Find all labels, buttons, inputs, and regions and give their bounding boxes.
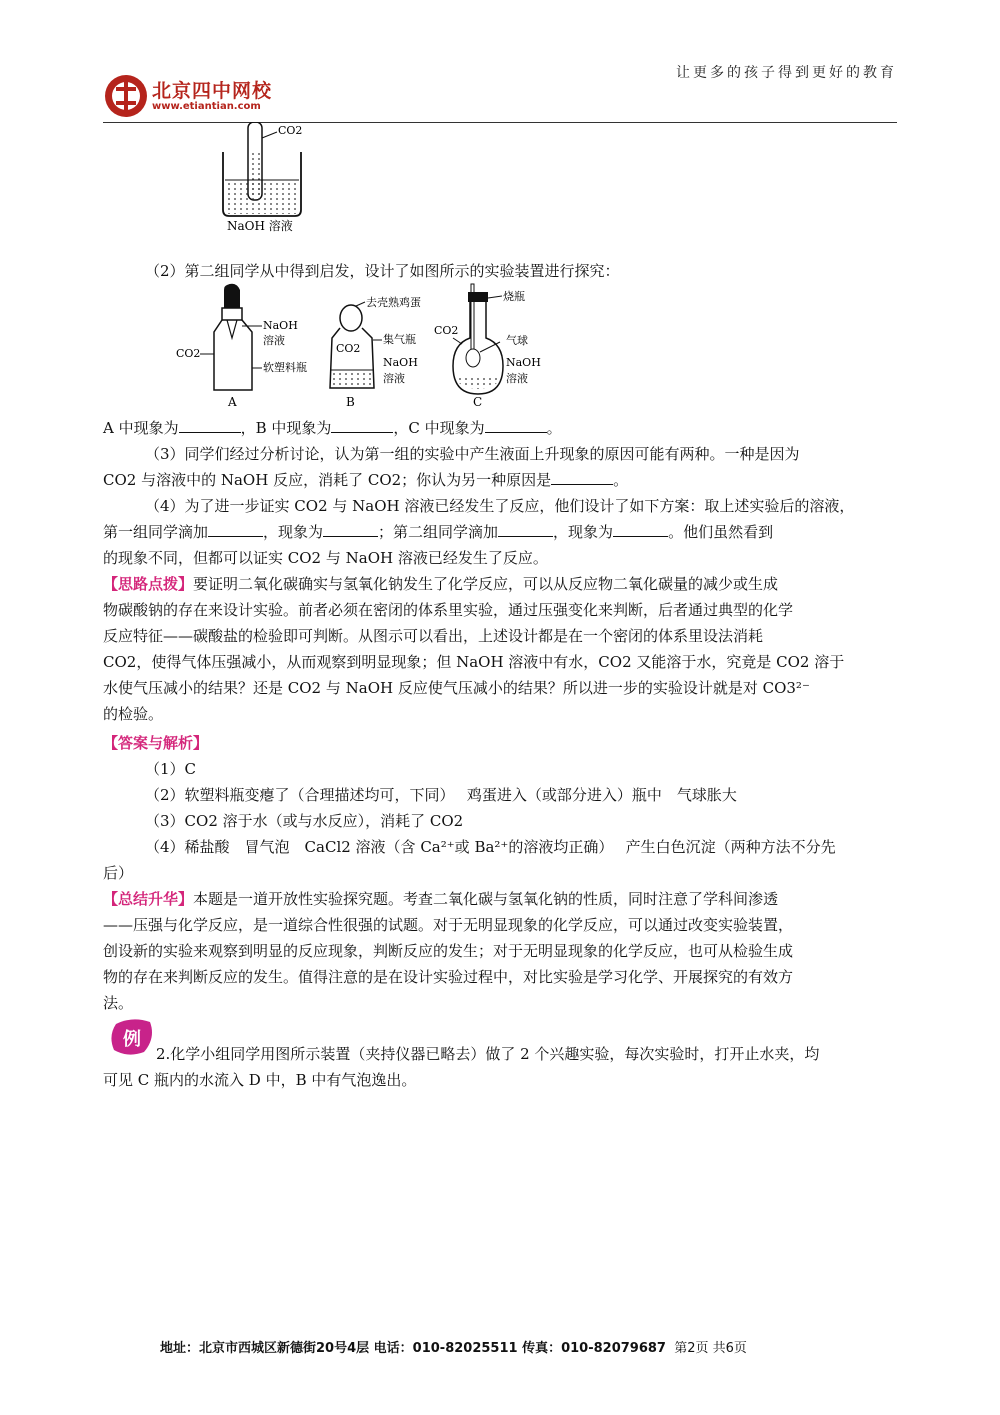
answer-line-4: （4）稀盐酸 冒气泡 CaCl2 溶液（含 Ca²⁺或 Ba²⁺的溶液均正确） 产生白色沉淀（两种方法不分先	[145, 838, 836, 856]
answer-line-1: （1）C	[145, 760, 197, 778]
blank-q4-4[interactable]	[613, 519, 668, 537]
hint-line-6: 的检验。	[103, 705, 164, 723]
hint-line-1	[103, 571, 898, 597]
q4-line3: 的现象不同，但都可以证实 CO2 与 NaOH 溶液已经发生了反应。	[103, 549, 548, 567]
fig2-b-jar: 集气瓶	[383, 333, 416, 346]
q4-line2	[103, 519, 898, 545]
q2-end: 。	[546, 419, 562, 437]
fig2-b-egg: 去壳熟鸡蛋	[366, 296, 421, 309]
q4-l2e: 。他们虽然看到	[668, 523, 774, 541]
q4-line1: （4）为了进一步证实 CO2 与 NaOH 溶液已经发生了反应，他们设计了如下方案：取上述实验后的溶液，	[145, 497, 855, 515]
example-line-2: 可见 C 瓶内的水流入 D 中，B 中有气泡逸出。	[103, 1071, 417, 1089]
fig1-gas-label: CO2	[278, 124, 303, 137]
header-slogan: 让更多的孩子得到更好的教育	[676, 65, 897, 81]
fig2-c-balloon: 气球	[506, 334, 528, 347]
hint-line-3: 反应特征——碳酸盐的检验即可判断。从图示可以看出，上述设计都是在一个密闭的体系里设法消耗	[103, 627, 764, 645]
blank-b[interactable]	[331, 415, 393, 433]
fig2-b-co2: CO2	[336, 342, 361, 355]
q4-l2c: ；第二组同学滴加	[378, 523, 499, 541]
fig2-c-flask: 烧瓶	[503, 290, 525, 303]
answer-line-3: （3）CO2 溶于水（或与水反应），消耗了 CO2	[145, 812, 464, 830]
fig2-c-solution: 溶液	[506, 372, 528, 385]
fig2-c-caption: C	[473, 395, 483, 409]
fig2-a-solution: 溶液	[263, 334, 285, 347]
q2-c-label: ，C 中现象为	[393, 419, 485, 437]
q3-end: 。	[613, 471, 629, 489]
logo-url: www.etiantian.com	[152, 101, 261, 112]
answer-heading	[103, 730, 898, 756]
logo-name: 北京四中网校	[152, 80, 273, 102]
q4-l2a: 第一组同学滴加	[103, 523, 209, 541]
blank-q4-1[interactable]	[208, 519, 263, 537]
example-line-1: 2.化学小组同学用图所示装置（夹持仪器已略去）做了 2 个兴趣实验，每次实验时，打开止水夹，均	[156, 1045, 820, 1063]
fig1-solution-label: NaOH 溶液	[227, 219, 293, 233]
hint-line-4: CO2，使得气体压强减小，从而观察到明显现象；但 NaOH 溶液中有水，CO2 又能溶于水，究竟是 CO2 溶于	[103, 653, 845, 671]
figure-beaker-co2	[215, 122, 325, 234]
answer-line-2: （2）软塑料瓶变瘪了（合理描述均可，下同） 鸡蛋进入（或部分进入）瓶中 气球胀大	[145, 786, 737, 804]
summary-line-2: ——压强与化学反应，是一道综合性很强的试题。对于无明显现象的化学反应，可以通过改变实验装置，	[103, 916, 794, 934]
fig2-c-co2: CO2	[434, 324, 459, 337]
summary-line-1	[103, 886, 898, 912]
blank-c[interactable]	[485, 415, 547, 433]
hint-tag: 【思路点拨】	[103, 575, 194, 593]
summary-tag: 【总结升华】	[103, 890, 194, 908]
summary-line-4: 物的存在来判断反应的发生。值得注意的是在设计实验过程中，对比实验是学习化学、开展探究的有效方	[103, 968, 794, 986]
blank-q3[interactable]	[551, 467, 613, 485]
q3-line2-text: CO2 与溶液中的 NaOH 反应，消耗了 CO2；你认为另一种原因是	[103, 471, 552, 489]
hint-line-5: 水使气压减小的结果？还是 CO2 与 NaOH 反应使气压减小的结果？所以进一步的实验设计就是对 CO3²⁻	[103, 679, 810, 697]
q4-l2d: ，现象为	[553, 523, 614, 541]
summary-line-5: 法。	[103, 994, 134, 1012]
blank-q4-3[interactable]	[498, 519, 553, 537]
q4-l2b: ，现象为	[263, 523, 324, 541]
hint-text-1: 要证明二氧化碳确实与氢氧化钠发生了化学反应，可以从反应物二氧化碳量的减少或生成	[193, 575, 779, 593]
fig2-b-naoh: NaOH	[383, 356, 418, 369]
fig2-b-caption: B	[346, 395, 355, 409]
hint-line-2: 物碳酸钠的存在来设计实验。前者必须在密闭的体系里实验，通过压强变化来判断，后者通过典型的化学	[103, 601, 794, 619]
answer-tag: 【答案与解析】	[103, 734, 209, 752]
fig2-a-naoh: NaOH	[263, 319, 298, 332]
example-badge-text: 例	[123, 1029, 141, 1050]
footer-page: 第2页 共6页	[674, 1341, 747, 1356]
fig2-a-caption: A	[228, 395, 237, 409]
fig2-a-bottle: 软塑料瓶	[263, 361, 307, 374]
q2-answer-line	[103, 415, 898, 441]
blank-q4-2[interactable]	[323, 519, 378, 537]
q3-line1: （3）同学们经过分析讨论，认为第一组的实验中产生液面上升现象的原因可能有两种。一种是因为	[145, 445, 800, 463]
answer-tail: 后）	[103, 864, 134, 882]
q2-intro: （2）第二组同学从中得到启发，设计了如图所示的实验装置进行探究：	[145, 262, 620, 280]
blank-a[interactable]	[179, 415, 241, 433]
q2-b-label: ，B 中现象为	[240, 419, 332, 437]
fig2-c-naoh: NaOH	[506, 356, 541, 369]
fig2-a-co2: CO2	[176, 347, 201, 360]
summary-text-1: 本题是一道开放性实验探究题。考查二氧化碳与氢氧化钠的性质，同时注意了学科间渗透	[193, 890, 779, 908]
q2-a-label: A 中现象为	[103, 419, 179, 437]
figure-three-apparatus	[170, 282, 570, 410]
summary-line-3: 创设新的实验来观察到明显的反应现象，判断反应的发生；对于无明显现象的化学反应，也可从检验生成	[103, 942, 794, 960]
fig2-b-solution: 溶液	[383, 372, 405, 385]
footer	[160, 1337, 747, 1356]
example-badge-icon	[110, 1018, 156, 1058]
q3-line2	[103, 467, 898, 493]
footer-address: 地址：北京市西城区新德街20号4层 电话：010-82025511 传真：010-82079687	[160, 1341, 666, 1356]
